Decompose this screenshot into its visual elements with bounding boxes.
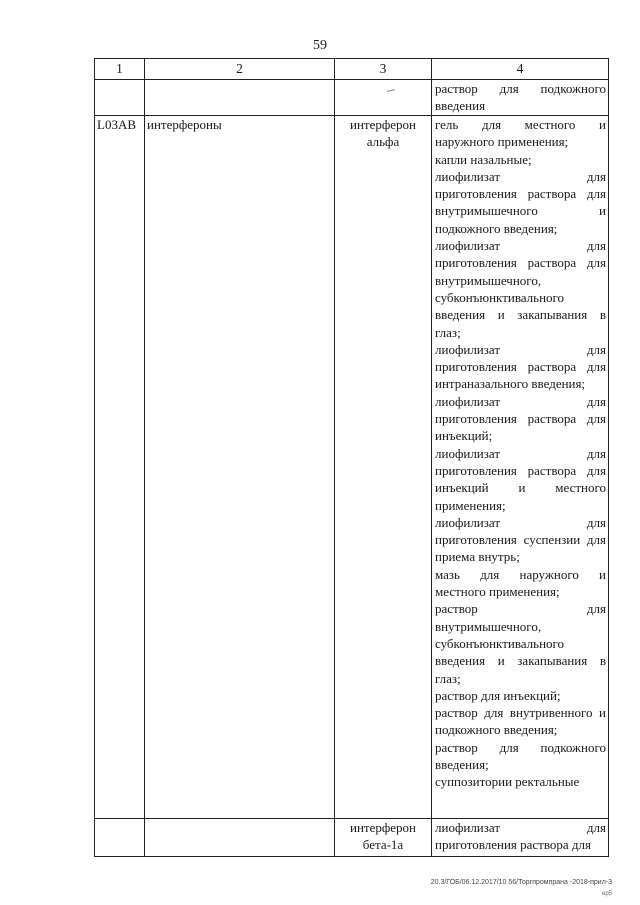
pen-mark	[387, 89, 395, 92]
footer-stamp: 20.3/ГОБ/06.12.2017/10 56/Торгпромпрана -2018-прил-3	[430, 879, 612, 886]
column-header-1: 1	[95, 59, 145, 80]
dosage-cell	[432, 819, 609, 857]
code-cell	[95, 80, 145, 116]
dosage-form: раствор для инъекций;	[435, 687, 561, 703]
table-row	[95, 116, 609, 819]
substance-cell	[335, 80, 432, 116]
column-header-4: 4	[432, 59, 609, 80]
dosage-form: лиофилизат для приготовления раствора для внутримышечного, субконъюнктивального введения и закапывания в глаз;	[435, 238, 606, 340]
dosage-form: раствор для внутривенного и подкожного введения;	[435, 705, 606, 738]
column-header-3: 3	[335, 59, 432, 80]
dosage-form: раствор для подкожного введения	[435, 81, 606, 114]
dosage-form: раствор для внутримышечного, субконъюнктивального введения и закапывания в глаз;	[435, 601, 606, 686]
dosage-form: раствор для подкожного введения;	[435, 739, 606, 772]
code-cell	[95, 819, 145, 857]
dosage-form: лиофилизат для приготовления суспензии для приема внутрь;	[435, 514, 606, 565]
dosage-form: лиофилизат для приготовления раствора для инъекций;	[435, 393, 606, 444]
substance-name: интерферон бета-1а	[335, 819, 432, 857]
dosage-form: лиофилизат для приготовления раствора для интраназального введения;	[435, 341, 606, 392]
dosage-form: гель для местного и наружного применения;	[435, 117, 606, 150]
column-header-2: 2	[145, 59, 335, 80]
group-cell	[145, 80, 335, 116]
dosage-form: лиофилизат для приготовления раствора для инъекций и местного применения;	[435, 445, 606, 513]
substance-name: интерферон альфа	[335, 116, 432, 819]
table-header-row	[95, 59, 609, 80]
dosage-forms-cell	[432, 116, 609, 819]
dosage-form: капли назальные;	[435, 151, 532, 167]
drug-table	[94, 58, 609, 857]
dosage-cell	[432, 80, 609, 116]
group-cell	[145, 819, 335, 857]
table-row	[95, 80, 609, 116]
dosage-form: лиофилизат для приготовления раствора для	[435, 820, 606, 853]
pharmacological-group: интерфероны	[145, 116, 335, 819]
table-row	[95, 819, 609, 857]
page-number: 59	[313, 38, 327, 53]
atc-code: L03AB	[95, 116, 145, 819]
footer-mark: ер5	[601, 891, 612, 897]
dosage-form: суппозитории ректальные	[435, 774, 580, 790]
dosage-form: лиофилизат для приготовления раствора для внутримышечного и подкожного введения;	[435, 168, 606, 236]
dosage-form: мазь для наружного и местного применения;	[435, 566, 606, 600]
